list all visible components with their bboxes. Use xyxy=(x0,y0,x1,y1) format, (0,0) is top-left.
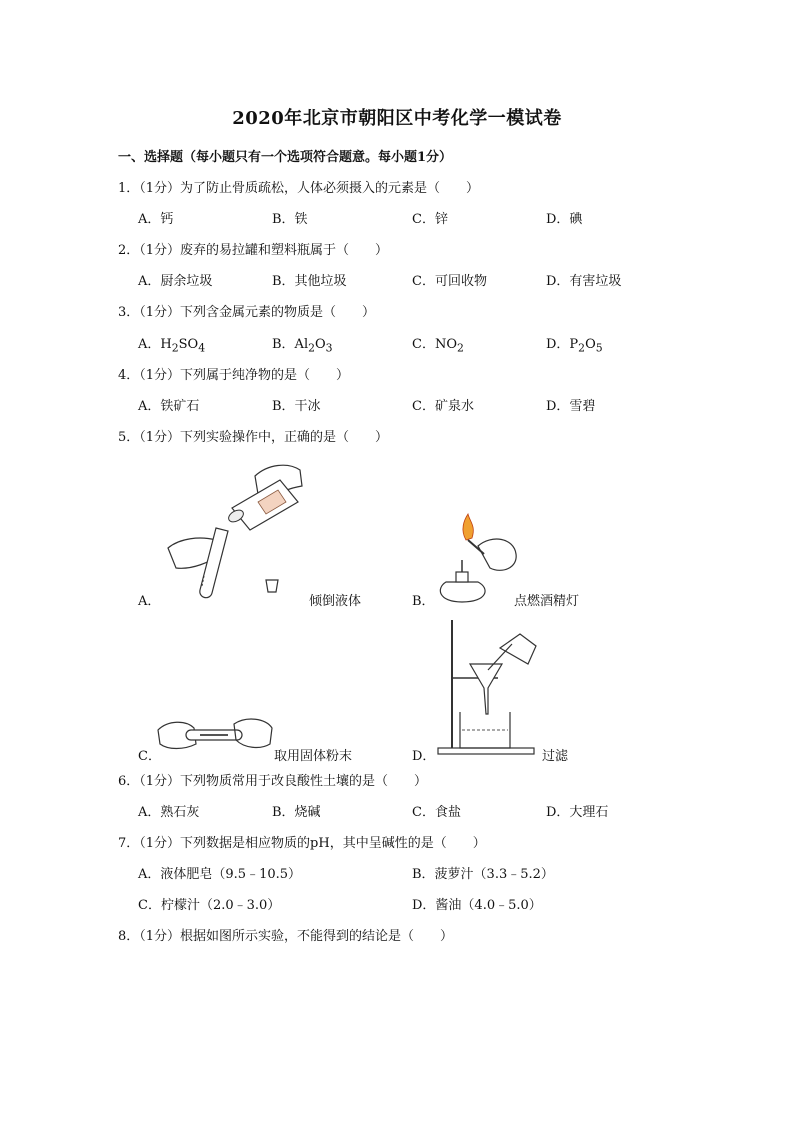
q7-option-b[interactable]: B．菠萝汁（3.3﹣5.2） xyxy=(412,867,554,882)
question-2-stem: 2．（1分）废弃的易拉罐和塑料瓶属于（ ） xyxy=(118,243,389,258)
question-3-stem: 3．（1分）下列含金属元素的物质是（ ） xyxy=(118,305,376,320)
q6-option-b[interactable]: B．烧碱 xyxy=(272,805,321,820)
section-heading: 一、选择题（每小题只有一个选项符合题意。每小题1分） xyxy=(118,150,453,165)
q2-option-d[interactable]: D．有害垃圾 xyxy=(546,274,622,289)
q2-option-c[interactable]: C．可回收物 xyxy=(412,274,487,289)
q3-option-d[interactable]: D．$P_2O_5$ xyxy=(546,337,603,355)
powder-sampling-illustration xyxy=(156,710,276,760)
q1-option-b[interactable]: B．铁 xyxy=(272,212,308,227)
q7-option-a[interactable]: A．液体肥皂（9.5﹣10.5） xyxy=(138,867,302,882)
q5-option-c[interactable]: C． xyxy=(138,749,161,764)
q1-option-d[interactable]: D．碘 xyxy=(546,212,583,227)
q2-option-a[interactable]: A．厨余垃圾 xyxy=(138,274,213,289)
q7-option-c[interactable]: C．柠檬汁（2.0﹣3.0） xyxy=(138,898,281,913)
q5-option-a-caption: 倾倒液体 xyxy=(309,594,362,609)
q1-option-a[interactable]: A．钙 xyxy=(138,212,174,227)
q4-option-d[interactable]: D．雪碧 xyxy=(546,399,596,414)
q5-option-b[interactable]: B． xyxy=(412,594,435,609)
q5-option-c-caption: 取用固体粉末 xyxy=(274,749,353,764)
q5-option-d[interactable]: D． xyxy=(412,749,436,764)
q2-option-b[interactable]: B．其他垃圾 xyxy=(272,274,347,289)
q3-option-a[interactable]: A．$H_2SO_4$ xyxy=(138,337,206,355)
question-4-stem: 4．（1分）下列属于纯净物的是（ ） xyxy=(118,368,350,383)
filtration-illustration xyxy=(436,618,548,758)
question-5-stem: 5．（1分）下列实验操作中，正确的是（ ） xyxy=(118,430,389,445)
q7-option-d[interactable]: D．酱油（4.0﹣5.0） xyxy=(412,898,542,913)
q6-option-a[interactable]: A．熟石灰 xyxy=(138,805,200,820)
q5-option-a[interactable]: A． xyxy=(138,594,161,609)
q6-option-c[interactable]: C．食盐 xyxy=(412,805,461,820)
q6-option-d[interactable]: D．大理石 xyxy=(546,805,609,820)
q4-option-b[interactable]: B．干冰 xyxy=(272,399,321,414)
question-6-stem: 6．（1分）下列物质常用于改良酸性土壤的是（ ） xyxy=(118,774,428,789)
question-7-stem: 7．（1分）下列数据是相应物质的pH，其中呈碱性的是（ ） xyxy=(118,836,486,851)
q4-option-c[interactable]: C．矿泉水 xyxy=(412,399,474,414)
q3-option-c[interactable]: C．$NO_2$ xyxy=(412,337,464,355)
pouring-liquid-illustration xyxy=(160,458,310,598)
q5-option-d-caption: 过滤 xyxy=(542,749,569,764)
q4-option-a[interactable]: A．铁矿石 xyxy=(138,399,200,414)
alcohol-lamp-illustration xyxy=(432,512,524,604)
q1-option-c[interactable]: C．锌 xyxy=(412,212,448,227)
question-8-stem: 8．（1分）根据如图所示实验，不能得到的结论是（ ） xyxy=(118,929,454,944)
question-1-stem: 1．（1分）为了防止骨质疏松，人体必须摄入的元素是（ ） xyxy=(118,181,480,196)
q5-option-b-caption: 点燃酒精灯 xyxy=(514,594,580,609)
page-title: 2020年北京市朝阳区中考化学一模试卷 xyxy=(232,108,562,129)
q3-option-b[interactable]: B．$Al_2O_3$ xyxy=(272,337,333,355)
